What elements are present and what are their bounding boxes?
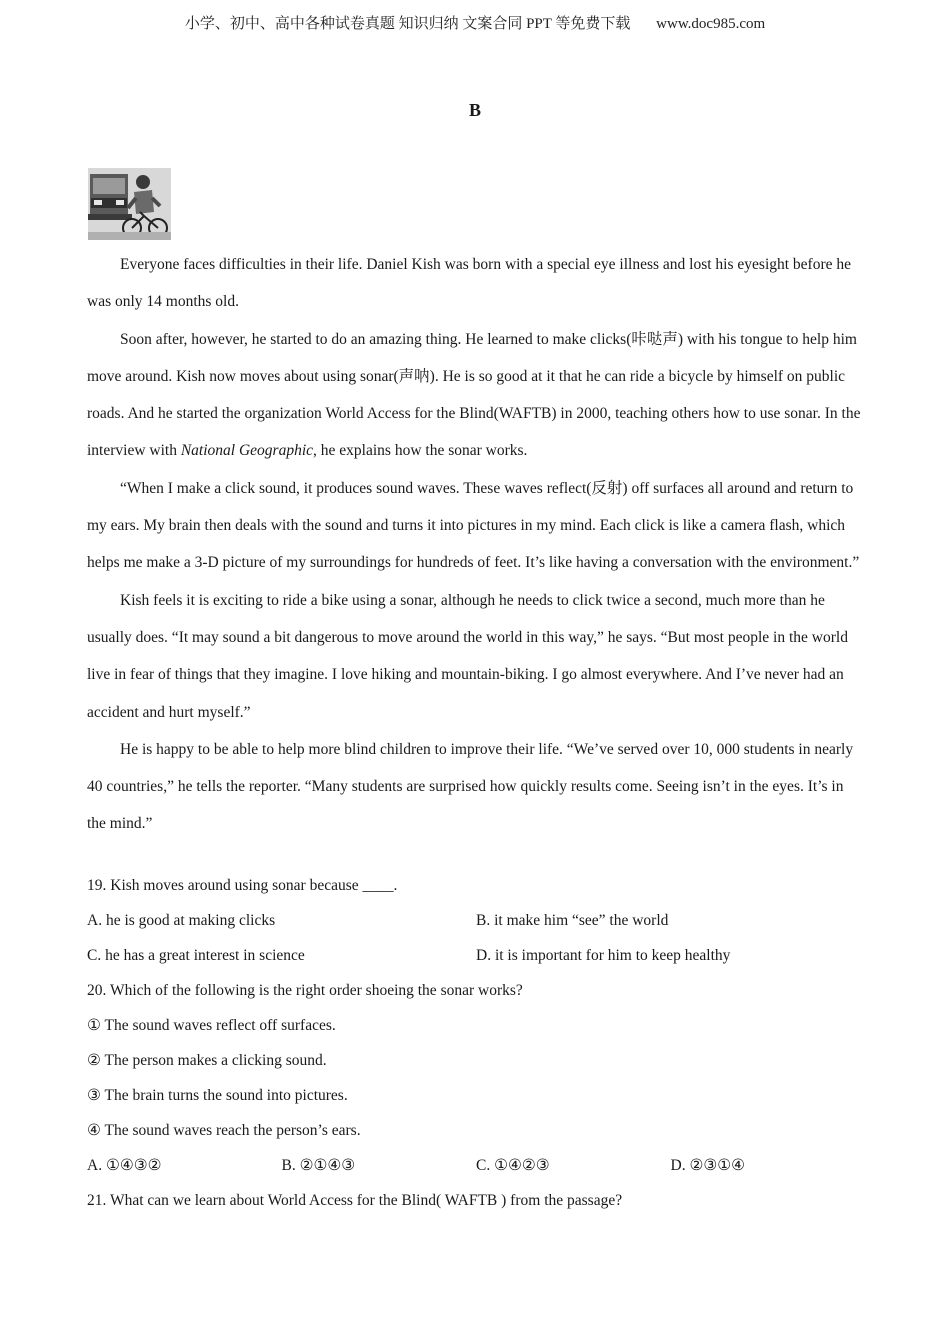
passage-paragraph-4: Kish feels it is exciting to ride a bike using a sonar, although he needs to click twice a second, much more than he usually does. “It may sound a bit dangerous to move around the world in this way,” he says. “But most people in the world live in fear of things that they imagine. I love hiking and mountain-biking. I go almost everywhere. And I’ve never had an accident and hurt myself.” [87, 591, 848, 721]
magazine-name: National Geographic [180, 442, 314, 460]
passage-paragraph-2-text: Soon after, however, he started to do an amazing thing. He learned to make clicks(咔哒声) with his tongue to help him move around. Kish now moves about using sonar(声呐). He is so good at it that he can ride a bicycle by himself on public roads. And he started the organization World Access for the Blind(WAFTB) in 2000, teaching others how to use sonar. In the interview with [87, 330, 861, 460]
question-19-options-row-1 [87, 903, 865, 938]
option-20-b: B. ②①④③ [281, 1157, 356, 1174]
header-text: 小学、初中、高中各种试卷真题 知识归纳 文案合同 PPT 等免费下载 [184, 16, 631, 32]
question-20-options [87, 1148, 865, 1183]
header-site: www.doc985.com [656, 16, 766, 32]
option-19-c: C. he has a great interest in science [87, 947, 305, 964]
question-19-options-row-2 [87, 938, 865, 973]
passage-paragraph-3: “When I make a click sound, it produces sound waves. These waves reflect(反射) off surfaces all around and return to my ears. My brain then deals with the sound and turns it into pictures in my mind. Each click is like a camera flash, which helps me make a 3-D picture of my surroundings for hundreds of feet. It’s like having a conversation with the environment.” [87, 479, 860, 572]
reading-passage [87, 246, 865, 843]
section-title: B [468, 100, 481, 120]
boy-on-bicycle-image [88, 168, 171, 240]
option-19-d: D. it is important for him to keep healthy [476, 947, 731, 964]
option-19-b: B. it make him “see” the world [476, 912, 669, 929]
option-20-d: D. ②③①④ [670, 1157, 746, 1174]
passage-paragraph-2 [87, 321, 865, 470]
question-section [87, 868, 865, 1218]
passage-paragraph-2-end: , he explains how the sonar works. [313, 442, 528, 460]
option-20-a: A. ①④③② [87, 1157, 162, 1174]
question-20-step-2: ② The person makes a clicking sound. [87, 1052, 327, 1069]
passage-photo [88, 168, 171, 240]
question-21-stem: 21. What can we learn about World Access for the Blind( WAFTB ) from the passage? [87, 1192, 623, 1209]
passage-paragraph-5: He is happy to be able to help more blind children to improve their life. “We’ve served over 10, 000 students in nearly 40 countries,” he tells the reporter. “Many students are surprised how quickly results come. Seeing isn’t in the eyes. It’s in the mind.” [87, 740, 854, 833]
option-19-a: A. he is good at making clicks [87, 912, 276, 929]
question-20-step-4: ④ The sound waves reach the person’s ears. [87, 1122, 361, 1139]
question-20-stem: 20. Which of the following is the right order shoeing the sonar works? [87, 982, 523, 999]
passage-paragraph-1: Everyone faces difficulties in their life. Daniel Kish was born with a special eye illness and lost his eyesight before he was only 14 months old. [87, 256, 852, 311]
question-20-step-1: ① The sound waves reflect off surfaces. [87, 1017, 336, 1034]
option-20-c: C. ①④②③ [476, 1157, 550, 1174]
page-header [0, 12, 950, 33]
question-20-step-3: ③ The brain turns the sound into pictures. [87, 1087, 348, 1104]
question-19-stem: 19. Kish moves around using sonar because ____. [87, 877, 398, 894]
